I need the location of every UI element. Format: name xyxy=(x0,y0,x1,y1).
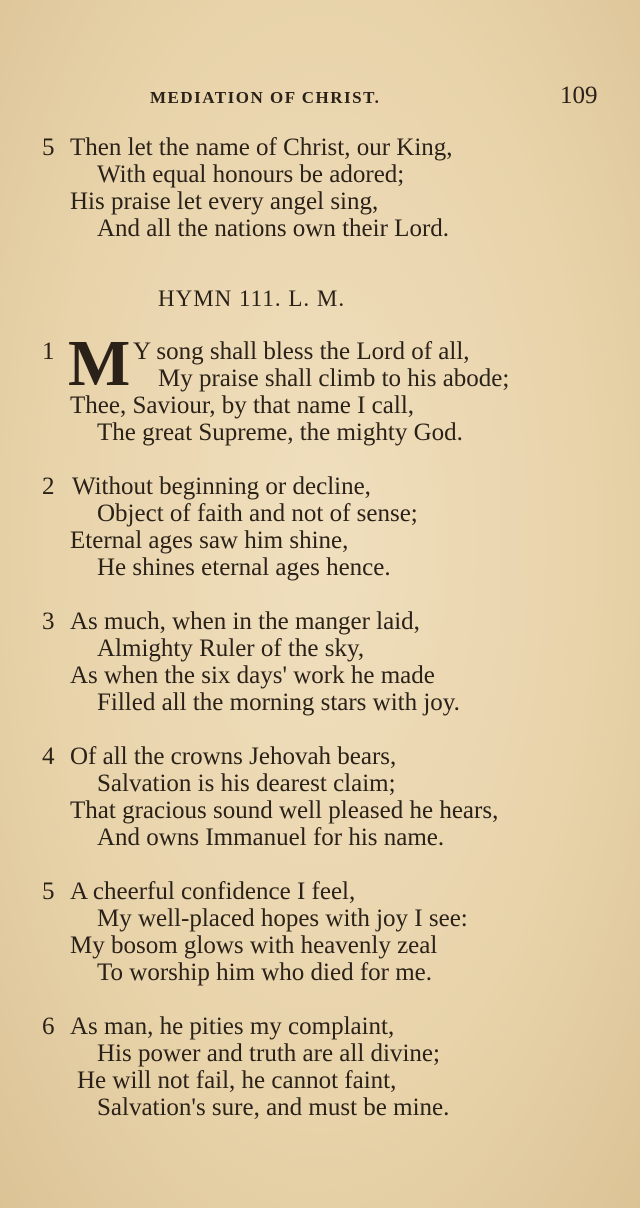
stanza-number: 3 xyxy=(42,608,55,635)
stanza-number: 6 xyxy=(42,1013,55,1040)
page-number: 109 xyxy=(560,82,598,109)
verse-line: And owns Immanuel for his name. xyxy=(97,824,445,851)
verse-line: Y song shall bless the Lord of all, xyxy=(133,338,470,365)
stanza-number: 4 xyxy=(42,743,55,770)
stanza-number: 2 xyxy=(42,473,55,500)
verse-line: The great Supreme, the mighty God. xyxy=(97,419,463,446)
verse-line: As much, when in the manger laid, xyxy=(70,608,420,635)
verse-line: My bosom glows with heavenly zeal xyxy=(70,932,438,959)
verse-line: To worship him who died for me. xyxy=(97,959,433,986)
verse-line: His praise let every angel sing, xyxy=(70,188,379,215)
verse-line: As man, he pities my complaint, xyxy=(70,1013,395,1040)
verse-line: He will not fail, he cannot faint, xyxy=(77,1067,397,1094)
running-title: MEDIATION OF CHRIST. xyxy=(150,88,381,107)
verse-line: Without beginning or decline, xyxy=(72,473,371,500)
verse-line: Almighty Ruler of the sky, xyxy=(97,635,365,662)
stanza-number: 5 xyxy=(42,878,55,905)
stanza-number: 1 xyxy=(42,338,55,365)
verse-line: Then let the name of Christ, our King, xyxy=(70,134,453,161)
verse-line: A cheerful confidence I feel, xyxy=(70,878,356,905)
verse-line: My well-placed hopes with joy I see: xyxy=(97,905,468,932)
verse-line: Salvation is his dearest claim; xyxy=(97,770,396,797)
drop-cap-letter: M xyxy=(68,327,131,400)
verse-line: Eternal ages saw him shine, xyxy=(70,527,349,554)
verse-line: Object of faith and not of sense; xyxy=(97,500,418,527)
verse-line: His power and truth are all divine; xyxy=(97,1040,440,1067)
verse-line: That gracious sound well pleased he hears, xyxy=(70,797,499,824)
stanza-number: 5 xyxy=(42,134,55,161)
verse-line: And all the nations own their Lord. xyxy=(97,215,450,242)
verse-line: Salvation's sure, and must be mine. xyxy=(97,1094,450,1121)
verse-line: As when the six days' work he made xyxy=(70,662,435,689)
verse-line: My praise shall climb to his abode; xyxy=(158,365,510,392)
verse-line: Of all the crowns Jehovah bears, xyxy=(70,743,397,770)
verse-line: Filled all the morning stars with joy. xyxy=(97,689,460,716)
verse-line: He shines eternal ages hence. xyxy=(97,554,391,581)
verse-line: With equal honours be adored; xyxy=(97,161,405,188)
hymn-title: HYMN 111. L. M. xyxy=(158,286,346,311)
page-header xyxy=(0,84,640,114)
verse-line: Thee, Saviour, by that name I call, xyxy=(70,392,415,419)
